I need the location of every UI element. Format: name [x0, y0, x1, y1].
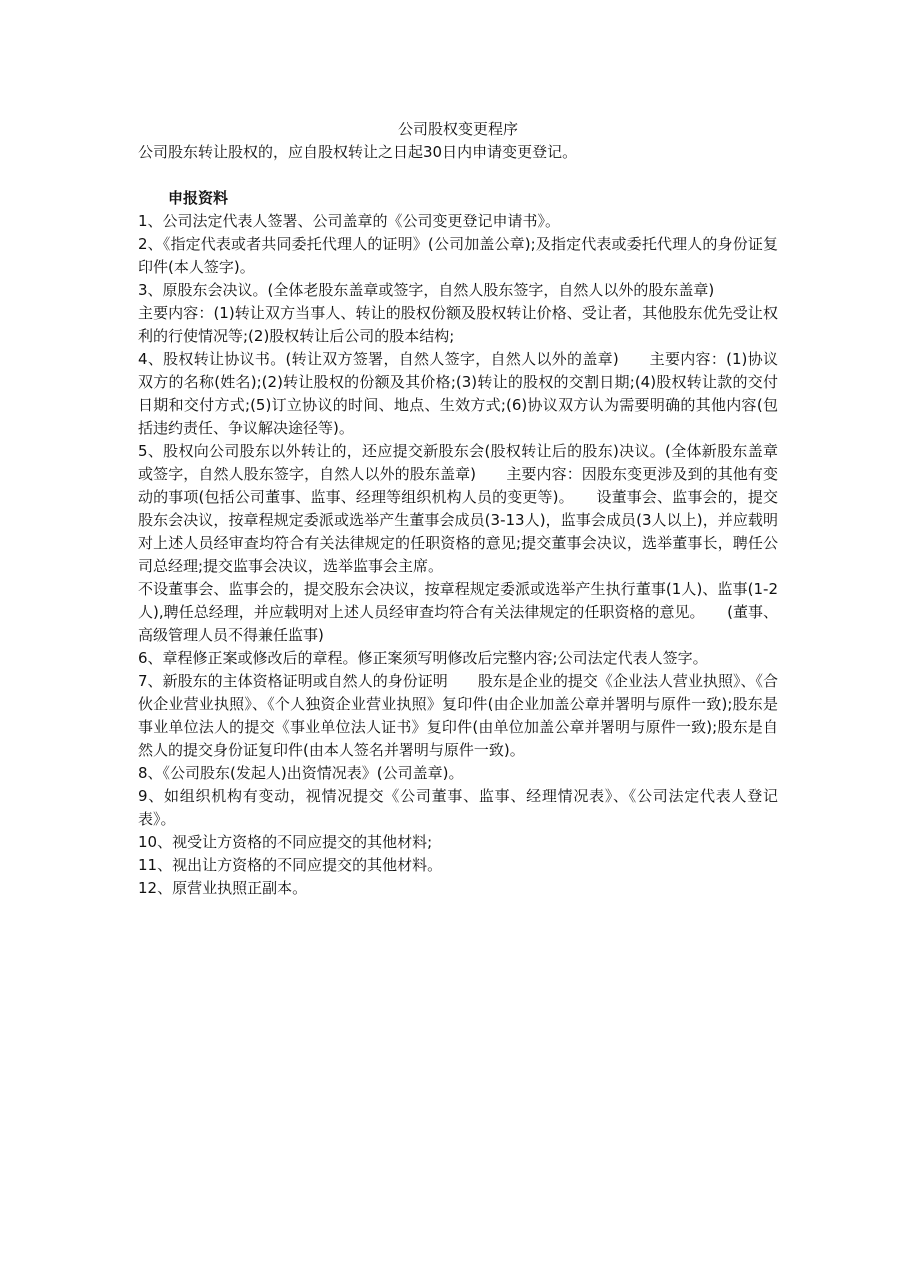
list-item: 6、章程修正案或修改后的章程。修正案须写明修改后完整内容;公司法定代表人签字。: [138, 649, 708, 667]
list-item: 11、视出让方资格的不同应提交的其他材料。: [138, 856, 443, 874]
list-item: 4、股权转让协议书。(转让双方签署，自然人签字，自然人以外的盖章) 主要内容：(1)协议双方的名称(姓名);(2)转让股权的份额及其价格;(3)转让的股权的交割日期;(4)股权转让款的交付日期和交付方式;(5)订立协议的时间、地点、生效方式;(6)协议双方认为需要明确的其他内容(包括违约责任、争议解决途径等)。: [138, 350, 778, 437]
section-heading: 申报资料: [168, 189, 229, 207]
list-item: 2、《指定代表或者共同委托代理人的证明》(公司加盖公章);及指定代表或委托代理人的身份证复印件(本人签字)。: [138, 235, 778, 276]
list-item: 5、股权向公司股东以外转让的，还应提交新股东会(股权转让后的股东)决议。(全体新股东盖章或签字，自然人股东签字，自然人以外的股东盖章) 主要内容：因股东变更涉及到的其他有变动的事项(包括公司董事、监事、经理等组织机构人员的变更等)。 设董事会、监事会的，提交股东会决议，按章程规定委派或选举产生董事会成员(3-13人)，监事会成员(3人以上)，并应载明对上述人员经审查均符合有关法律规定的任职资格的意见;提交董事会决议，选举董事长，聘任公司总经理;提交监事会决议，选举监事会主席。: [138, 442, 778, 575]
document-page: [138, 118, 778, 900]
list-item: 8、《公司股东(发起人)出资情况表》(公司盖章)。: [138, 764, 464, 782]
list-item: 12、原营业执照正副本。: [138, 879, 308, 897]
document-title: 公司股权变更程序: [397, 120, 518, 138]
intro-paragraph: 公司股东转让股权的，应自股权转让之日起30日内申请变更登记。: [138, 143, 578, 161]
blank-line: [138, 164, 778, 187]
list-item: 不设董事会、监事会的，提交股东会决议，按章程规定委派或选举产生执行董事(1人)、监事(1-2人),聘任总经理，并应载明对上述人员经审查均符合有关法律规定的任职资格的意见。 (董事、高级管理人员不得兼任监事): [138, 580, 778, 644]
list-item: 7、新股东的主体资格证明或自然人的身份证明 股东是企业的提交《企业法人营业执照》、《合伙企业营业执照》、《个人独资企业营业执照》复印件(由企业加盖公章并署明与原件一致);股东是事业单位法人的提交《事业单位法人证书》复印件(由单位加盖公章并署明与原件一致);股东是自然人的提交身份证复印件(由本人签名并署明与原件一致)。: [138, 672, 778, 759]
list-item: 3、原股东会决议。(全体老股东盖章或签字，自然人股东签字，自然人以外的股东盖章): [138, 281, 715, 299]
list-item: 主要内容：(1)转让双方当事人、转让的股权份额及股权转让价格、受让者，其他股东优先受让权利的行使情况等;(2)股权转让后公司的股本结构;: [138, 304, 778, 345]
list-item: 9、如组织机构有变动，视情况提交《公司董事、监事、经理情况表》、《公司法定代表人登记表》。: [138, 787, 778, 828]
list-item: 10、视受让方资格的不同应提交的其他材料;: [138, 833, 433, 851]
list-item: 1、公司法定代表人签署、公司盖章的《公司变更登记申请书》。: [138, 212, 561, 230]
